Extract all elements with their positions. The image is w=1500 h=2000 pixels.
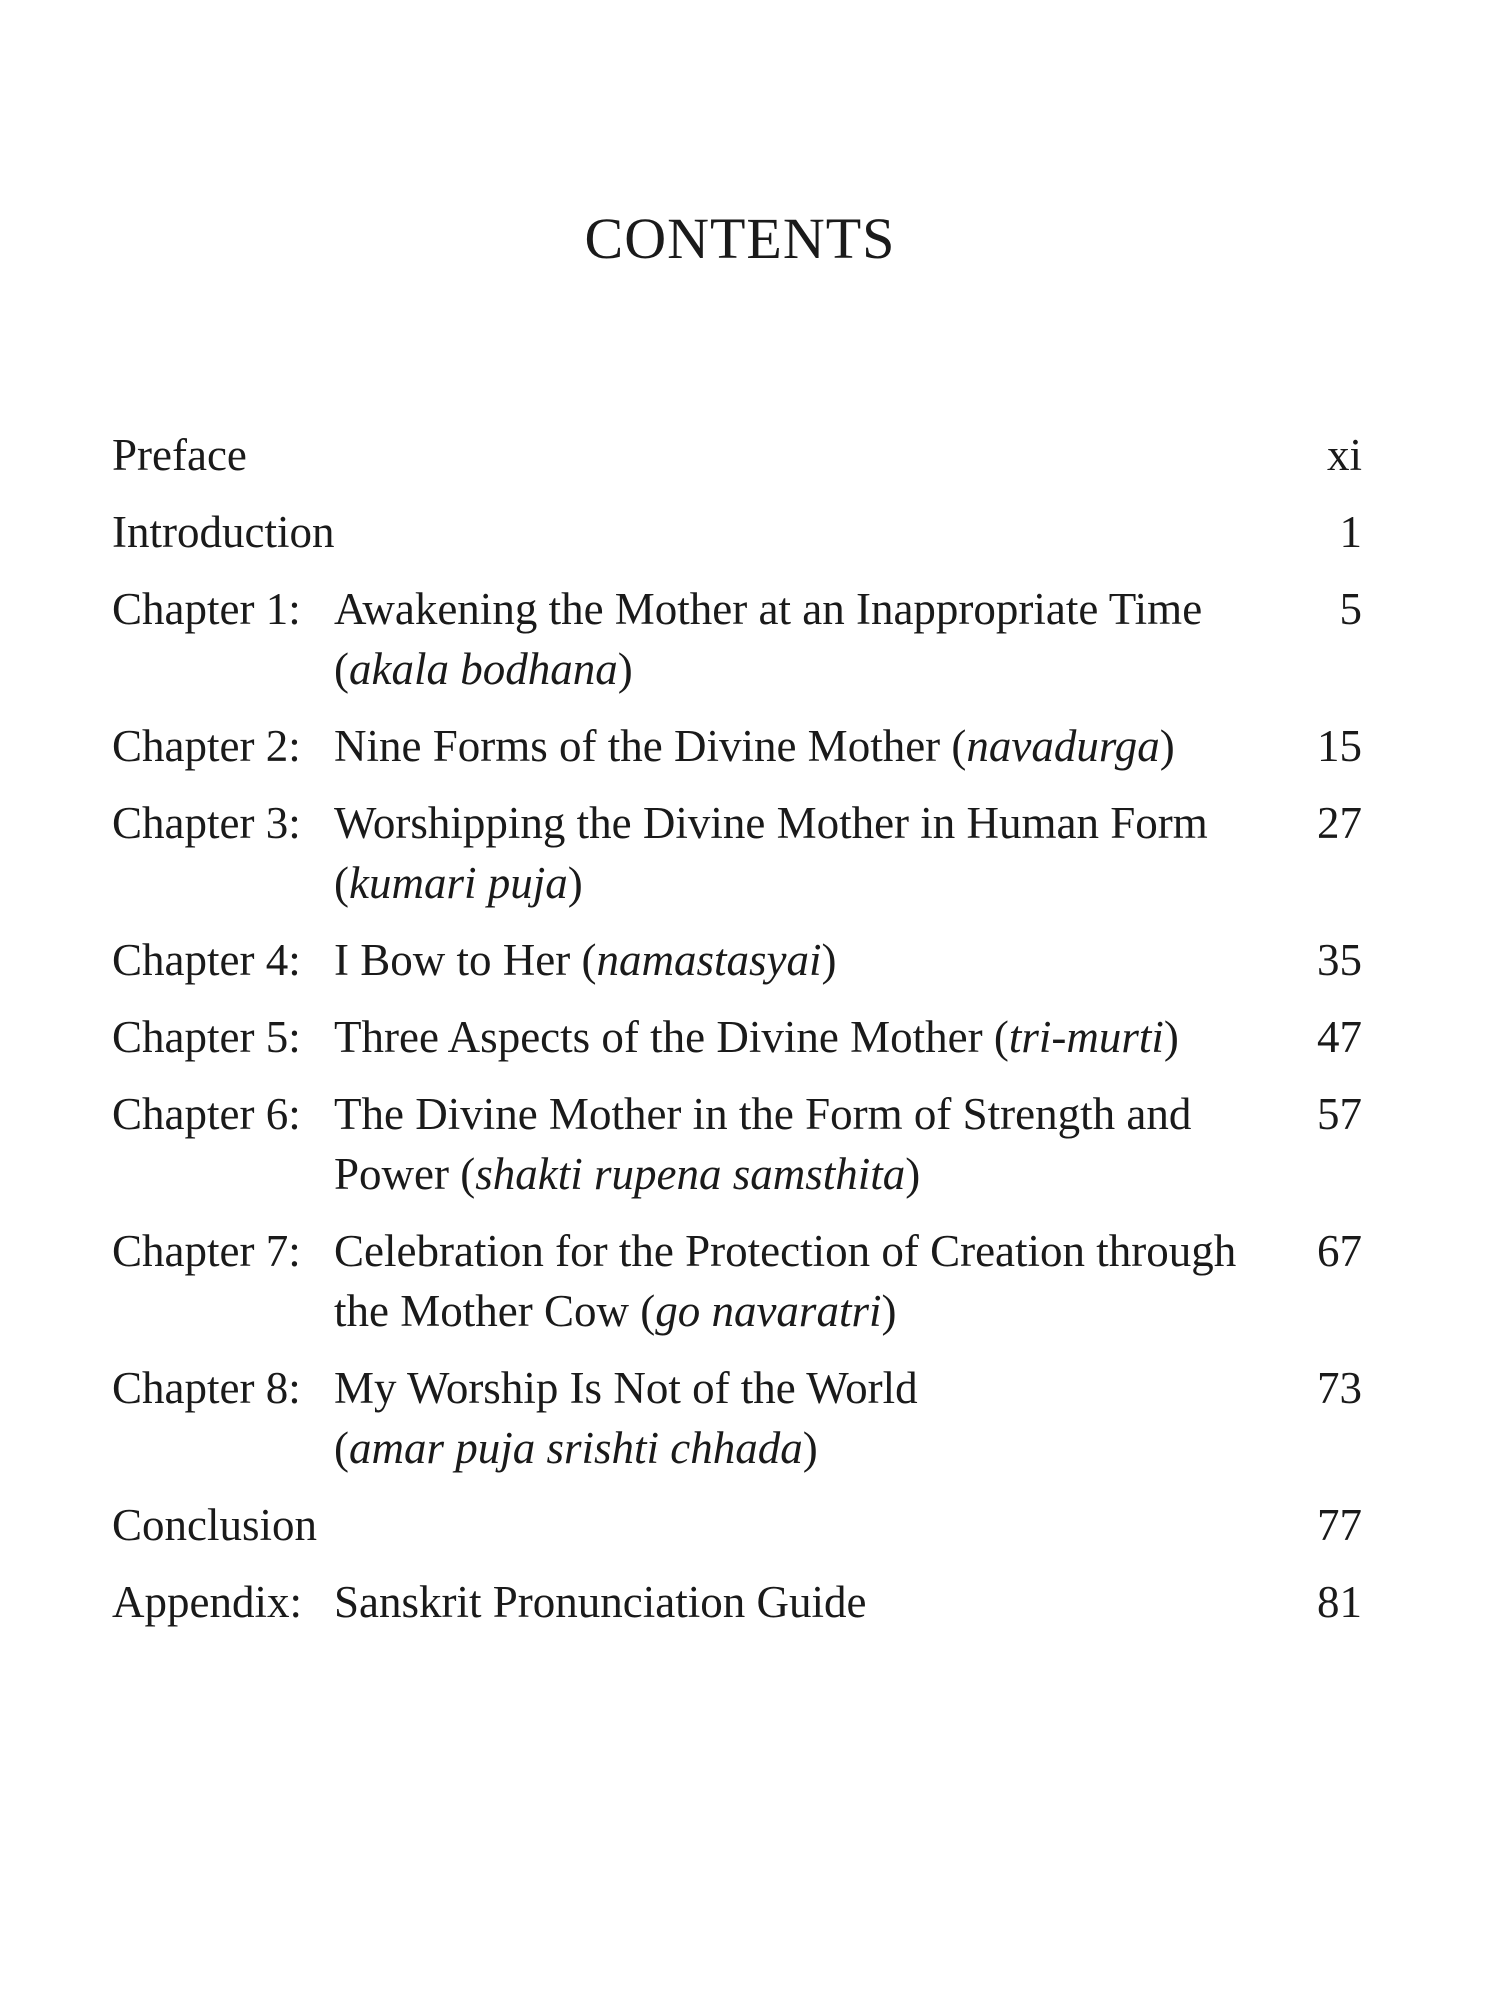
toc-entry-title	[334, 1084, 1362, 1204]
toc-entry-subtitle-line: (akala bodhana)	[334, 644, 633, 694]
toc-entry-title-line: My Worship Is Not of the World	[334, 1363, 918, 1413]
toc-entry-subtitle-line: (amar puja srishti chhada)	[334, 1423, 818, 1473]
toc-page-number: 67	[1317, 1226, 1362, 1276]
toc-page-number: 27	[1317, 798, 1362, 848]
toc-entry-label: Chapter 5:	[112, 1012, 301, 1062]
toc-entry-introduction	[112, 502, 1362, 562]
toc-entry-title-line: Nine Forms of the Divine Mother (navadurga)	[334, 721, 1175, 771]
toc-entry-appendix	[112, 1572, 1362, 1632]
toc-entry-subtitle-line: (kumari puja)	[334, 858, 583, 908]
toc-page-number: 57	[1317, 1089, 1362, 1139]
page-title: CONTENTS	[584, 206, 896, 271]
toc-entry-title	[334, 1572, 1362, 1632]
toc-entry-chapter-3	[112, 793, 1362, 913]
toc-entry-label: Chapter 7:	[112, 1226, 301, 1276]
toc-page-number: 5	[1339, 584, 1362, 634]
toc-entry-label: Chapter 4:	[112, 935, 301, 985]
sanskrit-term: shakti rupena samsthita	[475, 1149, 906, 1199]
toc-entry-label: Chapter 6:	[112, 1089, 301, 1139]
toc-entry-chapter-1	[112, 579, 1362, 699]
toc-entry-conclusion	[112, 1495, 1362, 1555]
toc-entry-chapter-4	[112, 930, 1362, 990]
toc-entry-chapter-8	[112, 1358, 1362, 1478]
toc-page-number: 73	[1317, 1363, 1362, 1413]
toc-entry-title	[334, 1221, 1362, 1341]
toc-entry-label: Introduction	[112, 507, 335, 557]
sanskrit-term: kumari puja	[349, 858, 568, 908]
toc-entry-chapter-5	[112, 1007, 1362, 1067]
toc-entry-chapter-6	[112, 1084, 1362, 1204]
toc-entry-title-line: Sanskrit Pronunciation Guide	[334, 1577, 867, 1627]
toc-entry-chapter-7	[112, 1221, 1362, 1341]
toc-page-number: 15	[1317, 721, 1362, 771]
toc-entry-title	[334, 579, 1362, 699]
toc-entry-label: Appendix:	[112, 1577, 302, 1627]
table-of-contents	[112, 425, 1362, 1632]
toc-entry-label: Chapter 3:	[112, 798, 301, 848]
toc-entry-title	[334, 793, 1362, 913]
toc-entry-label: Chapter 8:	[112, 1363, 301, 1413]
toc-entry-title-line: Three Aspects of the Divine Mother (tri-murti)	[334, 1012, 1179, 1062]
toc-entry-title-line: Worshipping the Divine Mother in Human Form	[334, 798, 1208, 848]
toc-entry-title	[334, 1358, 1362, 1478]
toc-entry-title	[334, 930, 1362, 990]
sanskrit-term: namastasyai	[596, 935, 822, 985]
toc-entry-subtitle-line: the Mother Cow (go navaratri)	[334, 1286, 897, 1336]
toc-page-number: 77	[1317, 1500, 1362, 1550]
toc-entry-title-line: Awakening the Mother at an Inappropriate Time	[334, 584, 1203, 634]
sanskrit-term: navadurga	[966, 721, 1160, 771]
toc-entry-title-line: Celebration for the Protection of Creation through	[334, 1226, 1237, 1276]
toc-entry-subtitle-line: Power (shakti rupena samsthita)	[334, 1149, 921, 1199]
toc-entry-label: Chapter 2:	[112, 721, 301, 771]
toc-entry-label: Preface	[112, 430, 247, 480]
toc-page-number: 1	[1339, 507, 1362, 557]
sanskrit-term: akala bodhana	[349, 644, 618, 694]
toc-page-number: 35	[1317, 935, 1362, 985]
toc-entry-chapter-2	[112, 716, 1362, 776]
toc-entry-title	[334, 716, 1362, 776]
toc-entry-title-line: I Bow to Her (namastasyai)	[334, 935, 837, 985]
toc-page-number: xi	[1326, 430, 1362, 480]
toc-entry-preface	[112, 425, 1362, 485]
sanskrit-term: go navaratri	[655, 1286, 882, 1336]
toc-entry-label: Chapter 1:	[112, 584, 301, 634]
toc-entry-title	[334, 1007, 1362, 1067]
toc-entry-title-line: The Divine Mother in the Form of Strength and	[334, 1089, 1192, 1139]
sanskrit-term: tri-murti	[1008, 1012, 1164, 1062]
sanskrit-term: amar puja srishti chhada	[349, 1423, 803, 1473]
toc-page-number: 47	[1317, 1012, 1362, 1062]
toc-page-number: 81	[1317, 1577, 1362, 1627]
toc-entry-label: Conclusion	[112, 1500, 318, 1550]
